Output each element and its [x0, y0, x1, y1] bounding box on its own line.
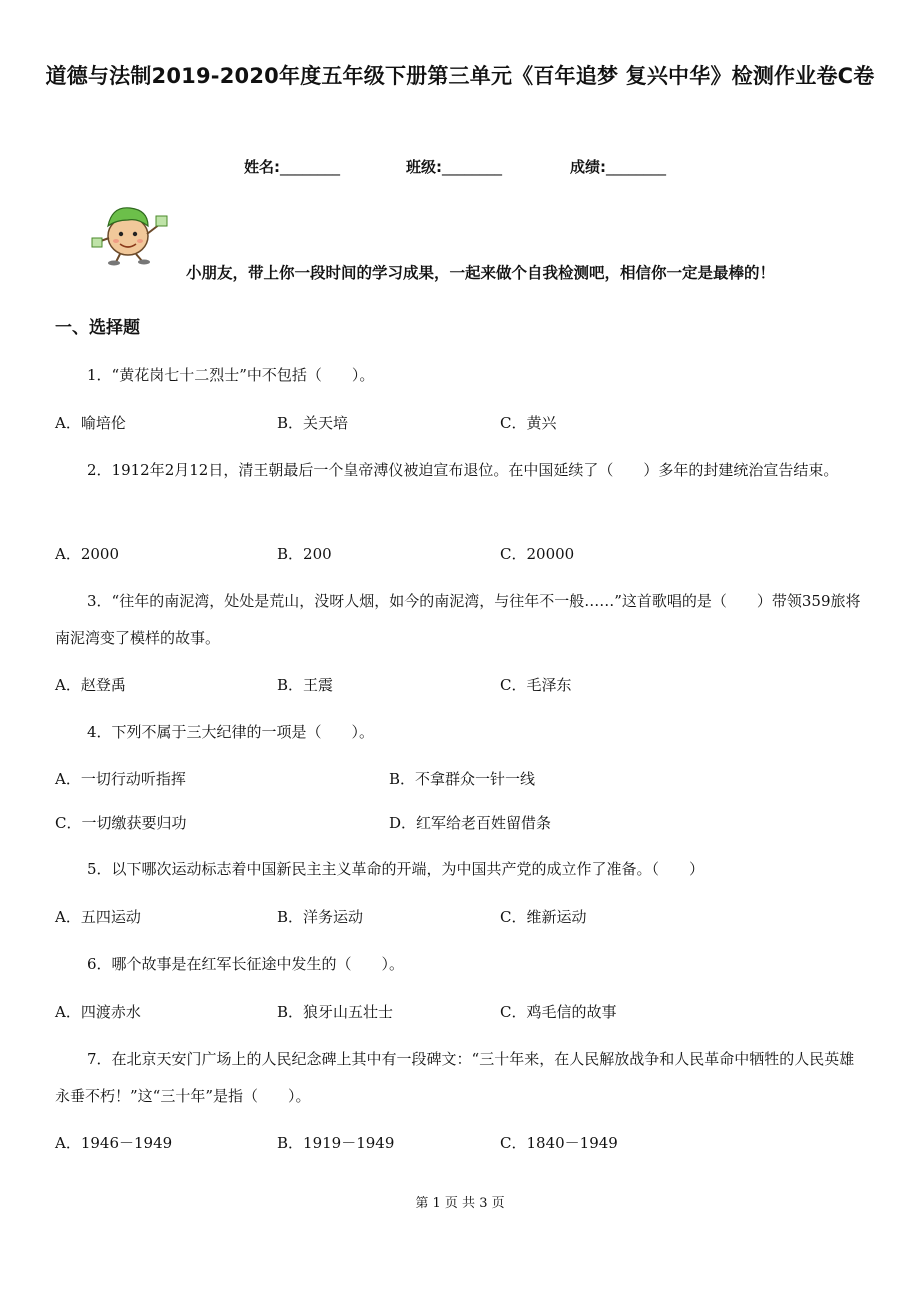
option-d[interactable]: D．红军给老百姓留借条 — [389, 814, 552, 832]
option-b[interactable]: B．不拿群众一针一线 — [389, 770, 536, 788]
question-text: 4．下列不属于三大纪律的一项是（ ）。 — [87, 723, 375, 741]
question-2 — [55, 452, 865, 489]
question-text: 2．1912年2月12日，清王朝最后一个皇帝溥仪被迫宣布退位。在中国延续了（ ）多年的封建统治宣告结束。 — [87, 461, 839, 479]
option-a[interactable]: A．四渡赤水 — [55, 1003, 141, 1021]
option-a[interactable]: A．五四运动 — [55, 908, 141, 926]
option-a[interactable]: A．赵登禹 — [55, 676, 126, 694]
section-title: 一、选择题 — [55, 318, 140, 338]
question-6 — [55, 946, 865, 983]
option-a[interactable]: A．喻培伦 — [55, 414, 126, 432]
score-label: 成绩: — [570, 158, 606, 176]
option-c[interactable]: C．一切缴获要归功 — [55, 814, 187, 832]
option-b[interactable]: B．1919－1949 — [277, 1134, 395, 1152]
question-1 — [55, 357, 865, 394]
options-4-row-1 — [55, 768, 865, 792]
option-b[interactable]: B．200 — [277, 545, 332, 563]
options-6 — [55, 1001, 865, 1025]
options-7 — [55, 1132, 865, 1156]
option-c[interactable]: C．20000 — [500, 545, 575, 563]
option-a[interactable]: A．1946－1949 — [55, 1134, 173, 1152]
name-field[interactable] — [244, 156, 340, 177]
document-title: 道德与法制2019-2020年度五年级下册第三单元《百年追梦 复兴中华》检测作业卷C卷 — [45, 64, 875, 88]
class-label: 班级: — [406, 158, 442, 176]
name-label: 姓名: — [244, 158, 280, 176]
question-text: 1．“黄花岗七十二烈士”中不包括（ ）。 — [87, 366, 375, 384]
options-5 — [55, 906, 865, 930]
question-3 — [55, 583, 865, 657]
encouragement-text: 小朋友，带上你一段时间的学习成果，一起来做个自我检测吧，相信你一定是最棒的！ — [186, 264, 776, 282]
question-text: 7．在北京天安门广场上的人民纪念碑上其中有一段碑文：“三十年来，在人民解放战争和人民革命中牺牲的人民英雄永垂不朽！”这“三十年”是指（ ）。 — [55, 1050, 855, 1105]
options-3 — [55, 674, 865, 698]
option-b[interactable]: B．关天培 — [277, 414, 349, 432]
question-text: 3．“往年的南泥湾，处处是荒山，没呀人烟，如今的南泥湾，与往年不一般……”这首歌唱的是（ ）带领359旅将南泥湾变了模样的故事。 — [55, 592, 861, 647]
option-c[interactable]: C．维新运动 — [500, 908, 587, 926]
score-field[interactable] — [570, 156, 666, 177]
option-b[interactable]: B．狼牙山五壮士 — [277, 1003, 394, 1021]
question-text: 6．哪个故事是在红军长征途中发生的（ ）。 — [87, 955, 405, 973]
option-c[interactable]: C．鸡毛信的故事 — [500, 1003, 617, 1021]
question-5 — [55, 851, 865, 888]
question-4 — [55, 714, 865, 751]
score-blank: ________ — [606, 158, 666, 176]
class-field[interactable] — [406, 156, 502, 177]
options-1 — [55, 412, 865, 436]
question-text: 5．以下哪次运动标志着中国新民主主义革命的开端，为中国共产党的成立作了准备。（ ） — [87, 860, 705, 878]
option-a[interactable]: A．2000 — [55, 545, 120, 563]
mascot-icon — [90, 198, 170, 266]
name-blank: ________ — [280, 158, 340, 176]
option-c[interactable]: C．毛泽东 — [500, 676, 572, 694]
class-blank: ________ — [442, 158, 502, 176]
option-a[interactable]: A．一切行动听指挥 — [55, 770, 186, 788]
question-7 — [55, 1041, 865, 1115]
option-b[interactable]: B．王震 — [277, 676, 334, 694]
options-4-row-2 — [55, 812, 865, 836]
options-2 — [55, 543, 865, 567]
option-c[interactable]: C．黄兴 — [500, 414, 557, 432]
option-b[interactable]: B．洋务运动 — [277, 908, 364, 926]
option-c[interactable]: C．1840－1949 — [500, 1134, 618, 1152]
page-footer: 第 1 页 共 3 页 — [415, 1196, 505, 1211]
